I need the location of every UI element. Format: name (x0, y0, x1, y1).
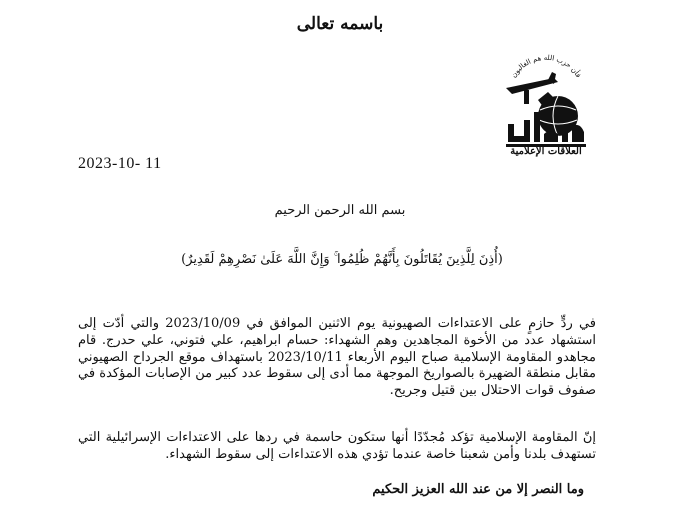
document-date: 2023-10- 11 (78, 155, 162, 172)
statement-paragraph-2: إنّ المقاومة الإسلامية تؤكد مُجدّدًا أنها ستكون حاسمة في ردها على الاعتداءات الإسرائيلية التي تستهدف بلدنا وأمن شعبنا خاصة عندما تؤدي هذه الاعتداءات إلى سقوط الشهداء. (78, 430, 596, 462)
statement-paragraph-1: في ردٍّ حازمٍ على الاعتداءات الصهيونية يوم الاثنين الموافق في 2023/10/09 والتي أدّت إلى استشهاد عدد من الأخوة المجاهدين وهم الشهداء: حسام ابراهيم، علي فتوني، علي حدرج. قام مجاهدو المقاومة الإسلامية صباح اليوم الأربعاء 2023/10/11 باستهداف موقع الجرداح الصهيوني مقابل منطقة الضهيرة بالصواريخ الموجهة مما أدى إلى سقوط عدد كبير من الإصابات المؤكدة في صفوف قوات الاحتلال بين قتيل وجريح. (78, 316, 596, 399)
document-header-title: باسمه تعالى (296, 14, 384, 34)
quran-verse: (أُذِنَ لِلَّذِينَ يُقَاتَلُونَ بِأَنَّهُمْ ظُلِمُوا ۚ وَإِنَّ اللَّهَ عَلَىٰ نَصْرِهِمْ لَقَدِيرٌ) (181, 252, 503, 267)
basmala-line: بسم الله الرحمن الرحيم (274, 203, 406, 218)
closing-line: وما النصر إلا من عند الله العزيز الحكيم (372, 482, 584, 497)
logo-top-text: فأن حزب الله هم الغالبون (509, 53, 583, 80)
logo-caption: العلاقات الإعلامية (510, 146, 582, 157)
